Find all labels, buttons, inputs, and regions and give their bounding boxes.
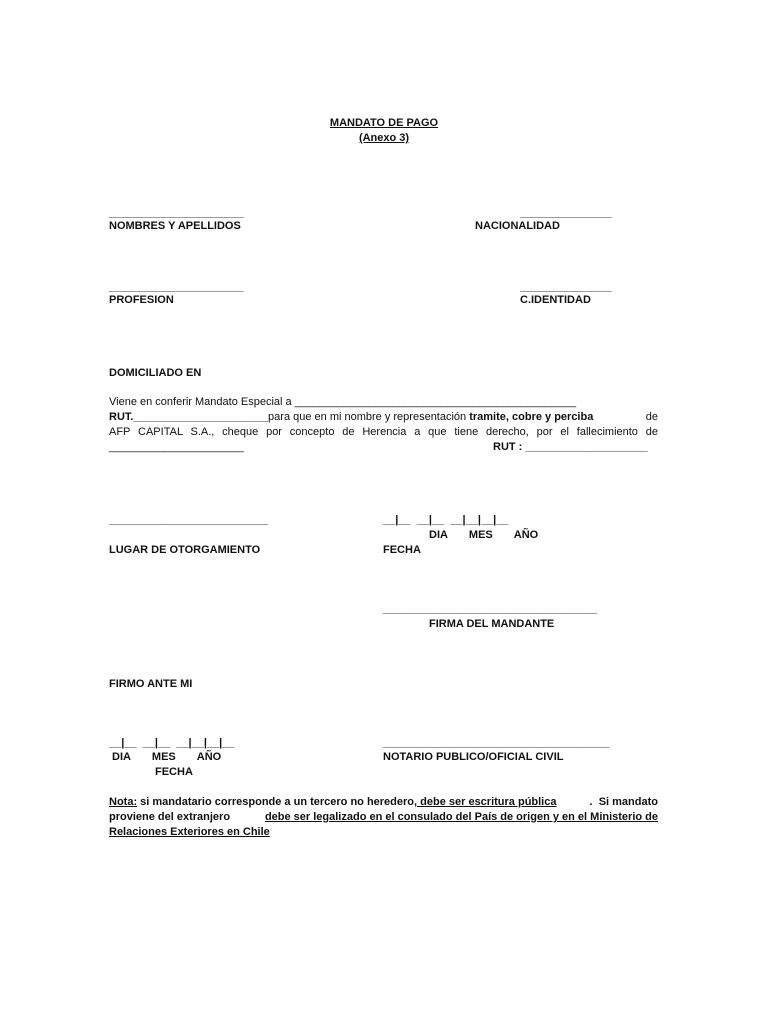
notary-fecha-columns: DIA MES AÑO	[112, 751, 222, 763]
nacionalidad-blank: _______________	[520, 207, 612, 219]
note-escritura: , debe ser escritura pública	[414, 796, 557, 808]
body-rut-field: RUT : ____________________	[493, 441, 648, 453]
body-line-2-text: para que en mi nombre y representación	[268, 411, 470, 423]
notary-fecha-boxes: __|__ __|__ __|__|__|__	[109, 737, 235, 749]
note-nota: Nota:	[109, 796, 138, 808]
notary-fecha-label: FECHA	[155, 766, 193, 778]
profesion-blank: ______________________	[109, 281, 244, 293]
firmo-label: FIRMO ANTE MI	[109, 678, 193, 690]
fecha-boxes: __|__ __|__ __|__|__|__	[383, 514, 509, 526]
lugar-label: LUGAR DE OTORGAMIENTO	[109, 544, 261, 556]
domicilio-label: DOMICILIADO EN	[109, 367, 202, 379]
note-extranjero: proviene del extranjero	[109, 811, 234, 823]
note-text-3: . Si mandato	[589, 796, 658, 808]
fecha-label: FECHA	[383, 544, 421, 556]
document-title: MANDATO DE PAGO	[329, 117, 439, 129]
body-line-2-bold: tramite, cobre y perciba	[469, 411, 594, 423]
body-line-4-blank: ______________________	[109, 441, 244, 453]
fecha-columns: DIA MES AÑO	[429, 529, 539, 541]
firma-label: FIRMA DEL MANDANTE	[429, 618, 555, 630]
body-line-3: AFP CAPITAL S.A., cheque por concepto de Herencia a que tiene derecho, por el fallecimiento de	[109, 426, 658, 438]
body-line-2	[109, 411, 658, 424]
document-subtitle: (Anexo 3)	[358, 132, 410, 144]
nombres-blank: ______________________	[109, 207, 244, 219]
nacionalidad-label: NACIONALIDAD	[475, 220, 560, 232]
notario-line: _____________________________________	[383, 737, 610, 749]
note-line-3: Relaciones Exteriores en Chile	[109, 826, 270, 838]
rut-blank: RUT.______________________	[109, 411, 269, 423]
note-line-1	[109, 796, 658, 809]
lugar-blank: __________________________	[109, 514, 269, 526]
cidentidad-label: C.IDENTIDAD	[520, 294, 591, 306]
note-line-2	[109, 811, 658, 824]
body-line-1: Viene en conferir Mandato Especial a ______________________________________________	[109, 396, 577, 408]
cidentidad-blank: _______________	[520, 281, 612, 293]
body-line-2-end: de	[642, 411, 658, 423]
note-text-1: si mandatario corresponde a un tercero no heredero	[137, 796, 415, 808]
profesion-label: PROFESION	[109, 294, 174, 306]
firma-line: ___________________________________	[383, 603, 598, 615]
notario-label: NOTARIO PUBLICO/OFICIAL CIVIL	[383, 751, 564, 763]
nombres-label: NOMBRES Y APELLIDOS	[109, 220, 241, 232]
note-legalizado: debe ser legalizado en el consulado del País de origen y en el Ministerio de	[264, 811, 658, 823]
